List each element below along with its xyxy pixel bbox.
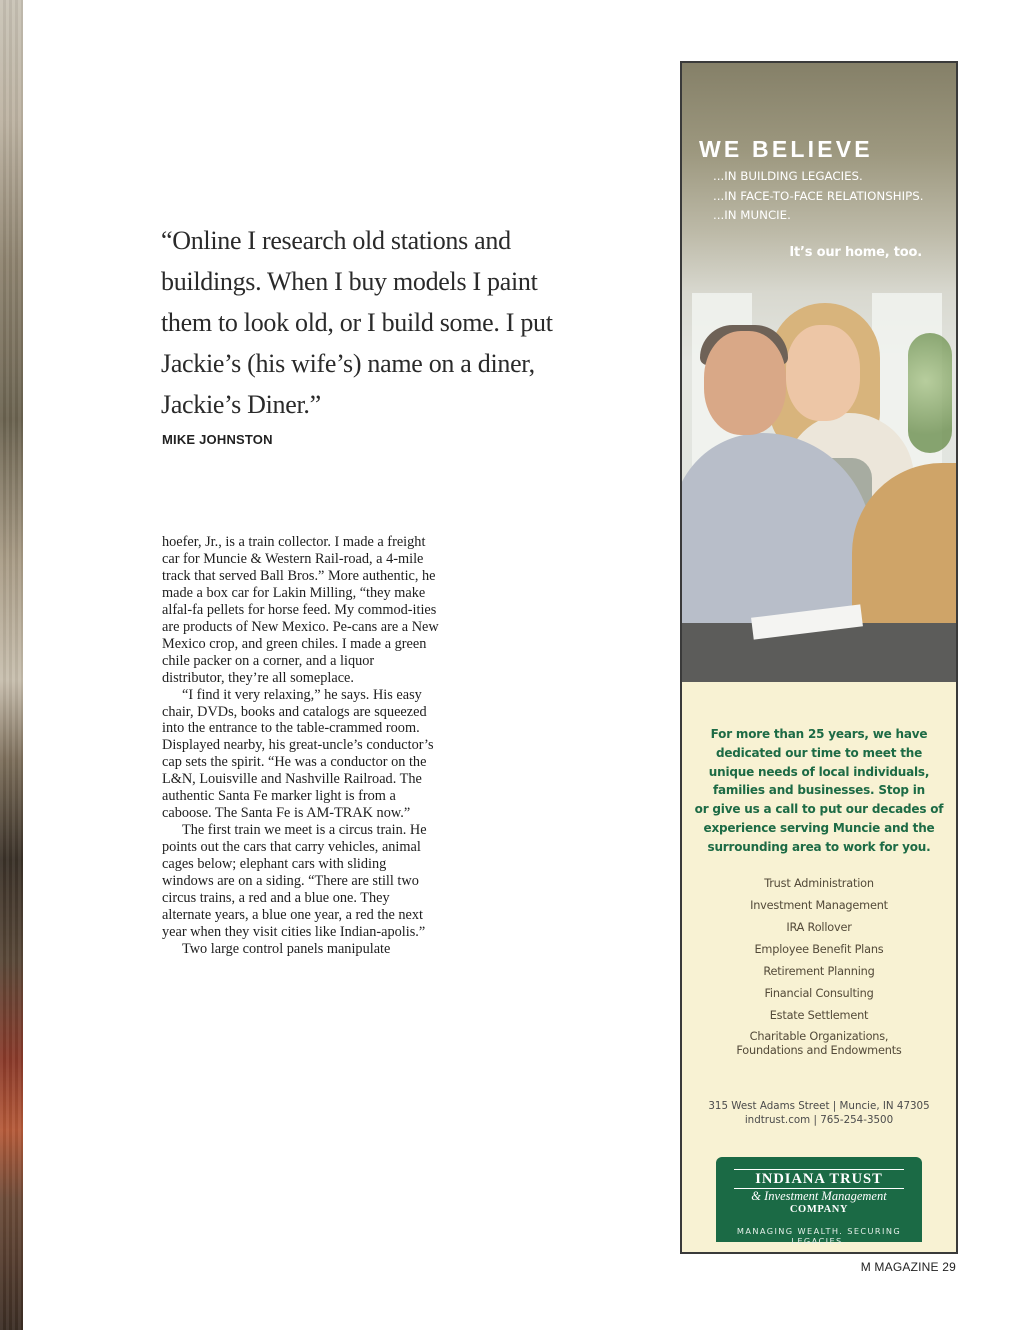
ad-contact-block — [682, 1099, 956, 1127]
ad-service-item: Trust Administration — [764, 877, 874, 890]
ad-headline: WE BELIEVE — [699, 136, 873, 162]
ad-pitch-line: families and businesses. Stop in — [712, 783, 926, 798]
logo-name: INDIANA TRUST — [755, 1171, 883, 1187]
ad-belief: ...IN BUILDING LEGACIES. — [713, 169, 863, 183]
logo-company: COMPANY — [789, 1204, 849, 1215]
ad-service-item: Investment Management — [750, 899, 888, 912]
ad-belief: ...IN MUNCIE. — [713, 208, 791, 222]
ad-beliefs — [713, 167, 923, 226]
article-paragraph: hoefer, Jr., is a train collector. I made a freight car for Muncie & Western Rail-road, a 4-mile track that served Ball Bros.” More authentic, he made a box car for Lakin Milling, “they make alfal-fa pellets for horse feed. My commod-ities are products of New Mexico. Pe-cans are a New Mexico crop, and green chiles. I made a green chile packer on a corner, and a liquor distributor, they’re all someplace. — [162, 534, 439, 686]
article-paragraph: Two large control panels manipulate — [182, 940, 391, 957]
ad-service-item: Employee Benefit Plans — [754, 943, 884, 956]
page-folio: M MAGAZINE 29 — [860, 1260, 956, 1274]
ad-belief: ...IN FACE-TO-FACE RELATIONSHIPS. — [713, 188, 924, 203]
pull-quote — [161, 220, 581, 425]
ad-tagline: It’s our home, too. — [789, 245, 922, 260]
ad-pitch-line: unique needs of local individuals, — [708, 764, 930, 779]
ad-service-line: Foundations and Endowments — [736, 1044, 902, 1057]
ad-address: 315 West Adams Street | Muncie, IN 47305 — [708, 1100, 930, 1112]
pull-quote-line: “Online I research old stations and — [161, 226, 511, 255]
ad-service-item: IRA Rollover — [786, 921, 852, 934]
ad-service-line: Charitable Organizations, — [749, 1030, 889, 1043]
ad-service-item: Estate Settlement — [769, 1009, 869, 1022]
pull-quote-line: them to look old, or I build some. I put — [161, 308, 553, 337]
ad-pitch-line: experience serving Muncie and the — [703, 820, 935, 835]
pull-quote-attribution: MIKE JOHNSTON — [162, 432, 273, 447]
ad-pitch-line: or give us a call to put our decades of — [694, 802, 944, 817]
indiana-trust-logo — [716, 1157, 922, 1246]
pull-quote-line: buildings. When I buy models I paint — [161, 267, 538, 296]
ad-services-list — [682, 876, 956, 1060]
ad-website-phone: indtrust.com | 765-254-3500 — [744, 1114, 894, 1126]
logo-slogan: MANAGING WEALTH. SECURING LEGACIES. — [736, 1226, 902, 1246]
ad-pitch-line: surrounding area to work for you. — [707, 839, 931, 854]
ad-service-item: Financial Consulting — [764, 987, 874, 1000]
ad-service-item — [682, 1030, 956, 1060]
ad-pitch — [682, 725, 956, 857]
ad-service-item: Retirement Planning — [763, 965, 875, 978]
article-paragraph: The first train we meet is a circus train. He points out the cars that carry vehicles, animal cages below; elephant cars with sliding windows are on a siding. “There are still two circus trains, a red and a blue one. They alternate years, a blue one year, a red the next year when they visit cities like Indian-apolis.” — [162, 822, 427, 940]
pull-quote-line: Jackie’s Diner.” — [161, 390, 321, 419]
article-body — [162, 534, 440, 958]
pull-quote-line: Jackie’s (his wife’s) name on a diner, — [161, 349, 535, 378]
logo-subname: & Investment Management — [751, 1189, 887, 1203]
ad-pitch-line: For more than 25 years, we have — [710, 727, 928, 741]
ad-pitch-line: dedicated our time to meet the — [715, 745, 923, 760]
bleed-photo-edge — [0, 0, 23, 1330]
indiana-trust-advertisement — [680, 61, 958, 1254]
article-paragraph: “I find it very relaxing,” he says. His easy chair, DVDs, books and catalogs are squeezed into the entrance to the table-crammed room. Displayed nearby, his great-uncle’s conductor’s cap sets the spirit. “He was a conductor on the L&N, Louisville and Nashville Railroad. The authentic Santa Fe marker light is from a caboose. The Santa Fe is AM-TRAK now.” — [162, 686, 434, 822]
